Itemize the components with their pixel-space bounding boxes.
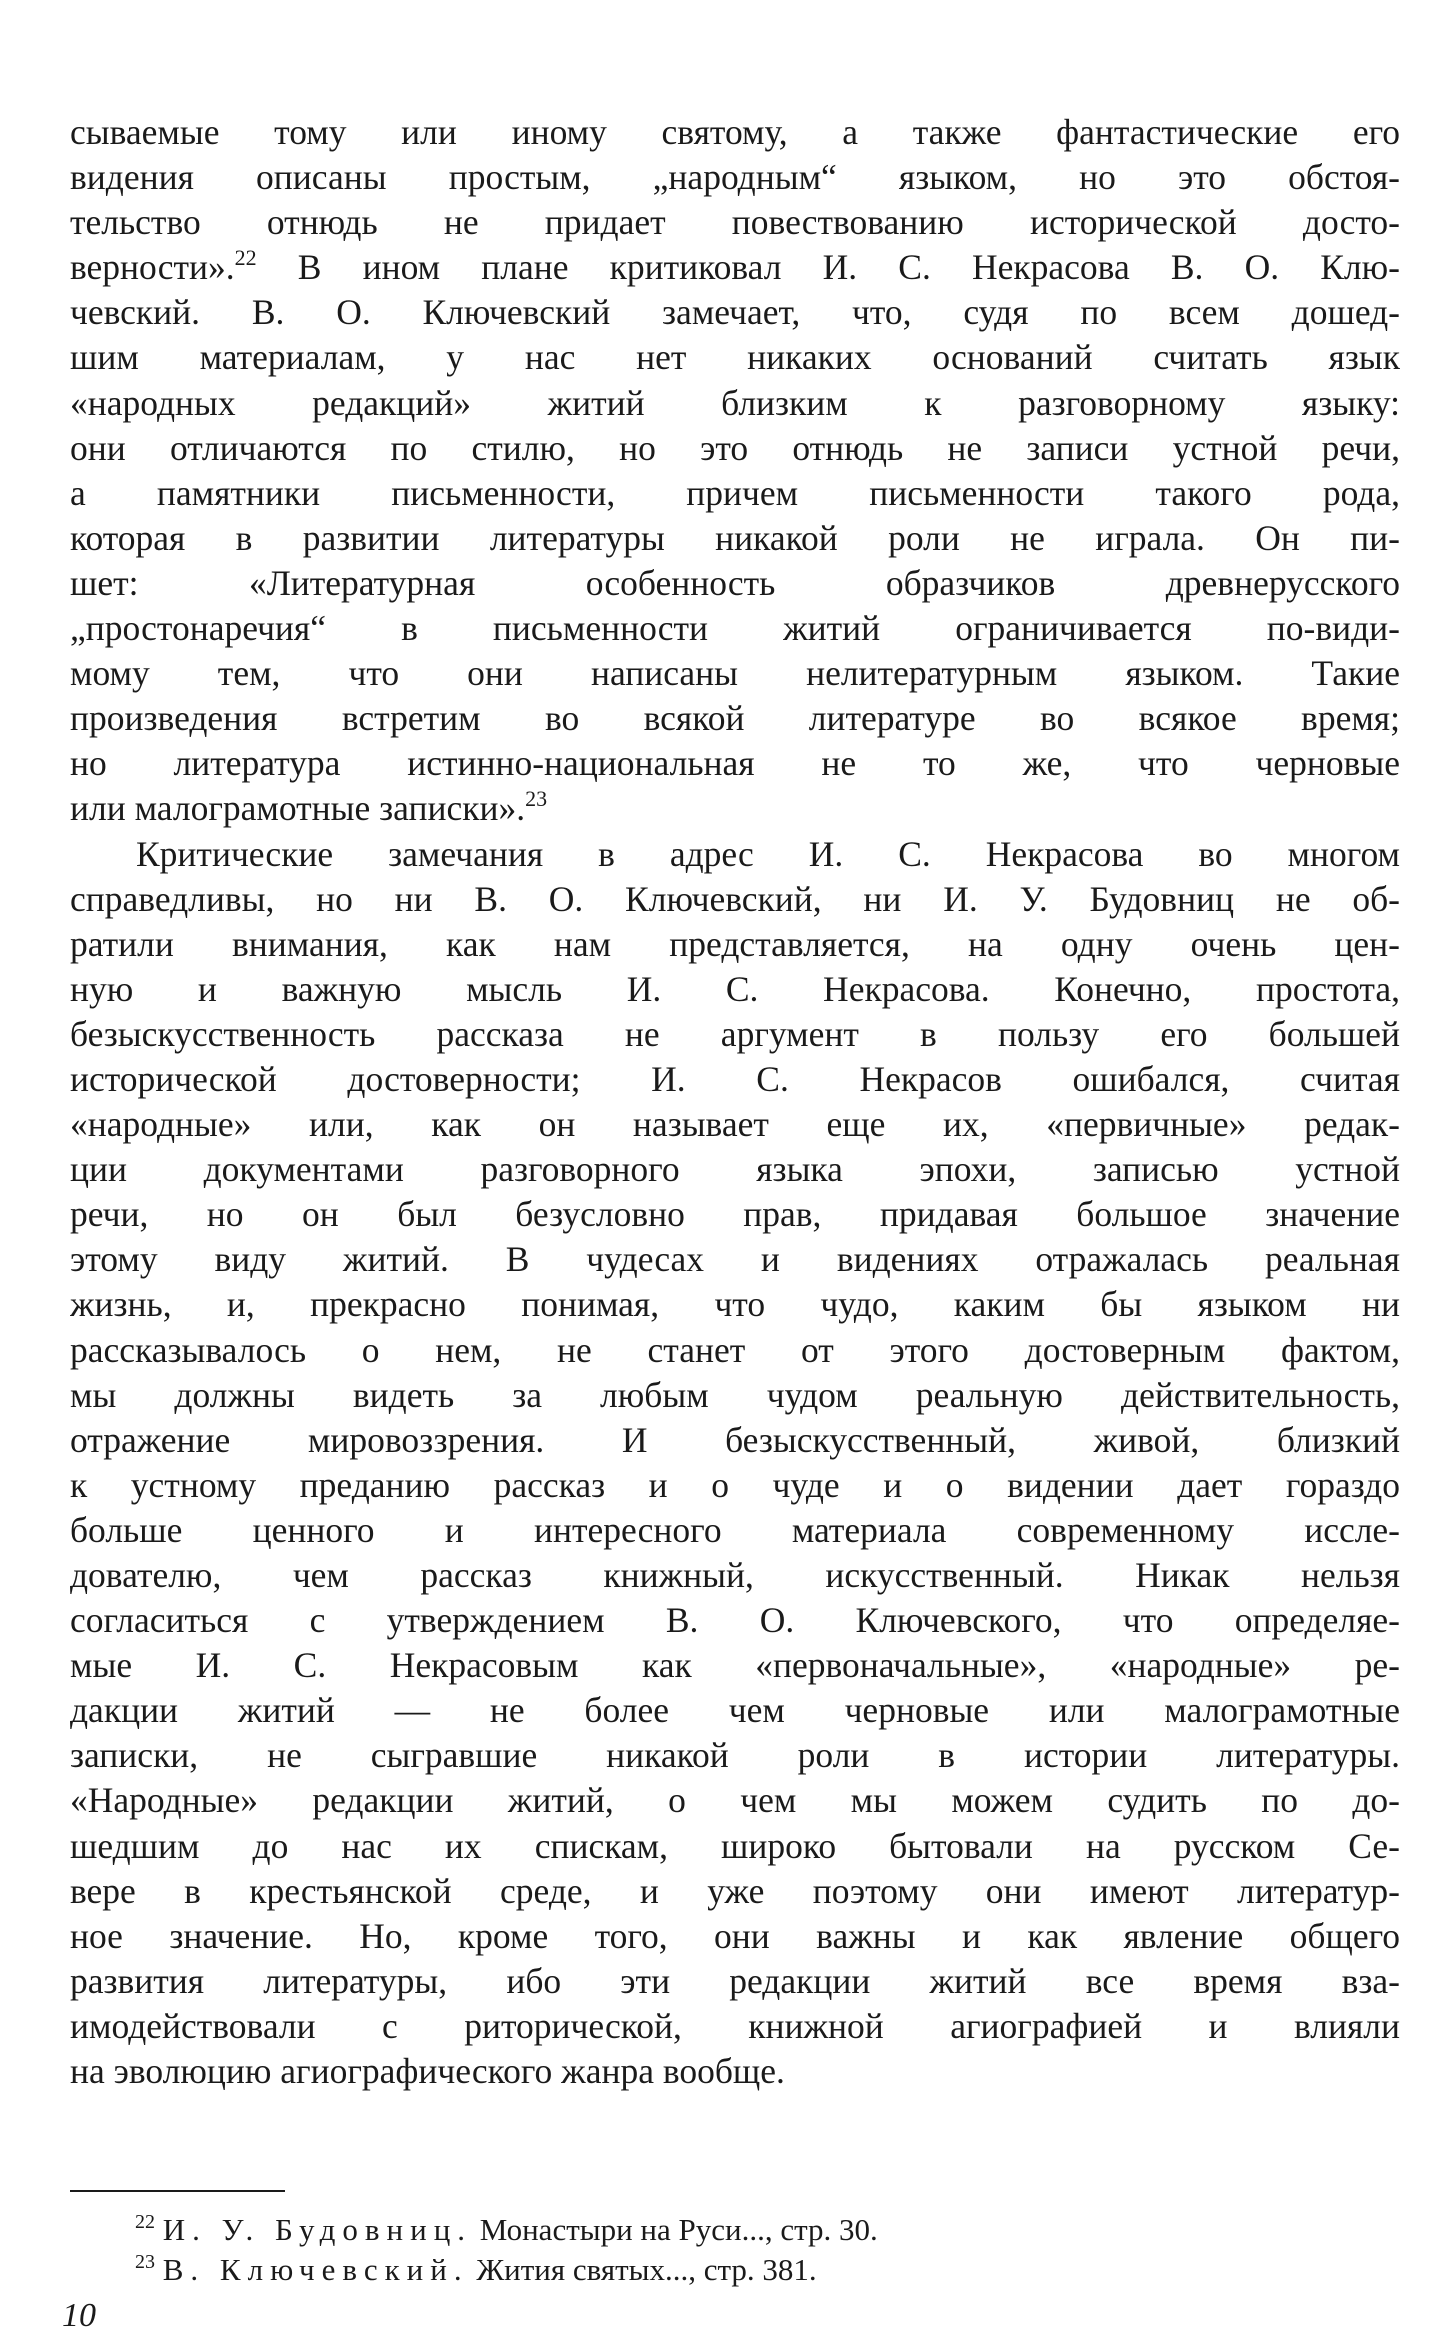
- page-number: 10: [62, 2297, 96, 2334]
- text-line: тельство отнюдь не придает повествованию исторической досто-: [70, 202, 1400, 243]
- text-line: исторической достоверности; И. С. Некрасов ошибался, считая: [70, 1058, 1400, 1099]
- text-line: речи, но он был безусловно прав, придавая большое значение: [70, 1194, 1400, 1235]
- text-line: мые И. С. Некрасовым как «первоначальные», «народные» ре-: [70, 1645, 1400, 1686]
- main-text: [70, 110, 1400, 2094]
- text-line: отражение мировоззрения. И безыскусственный, живой, близкий: [70, 1419, 1400, 1460]
- footnote-author: И. У. Будовниц.: [162, 2212, 473, 2247]
- footnote-author: В. Ключевский.: [162, 2252, 469, 2287]
- text-line: мы должны видеть за любым чудом реальную действительность,: [70, 1374, 1400, 1415]
- text-line: [70, 245, 1400, 290]
- text-line: „простонаречия“ в письменности житий ограничивается по-види-: [70, 608, 1400, 649]
- text-line: ную и важную мысль И. С. Некрасова. Конечно, простота,: [70, 968, 1400, 1009]
- text-line: к устному преданию рассказ и о чуде и о видении дает гораздо: [70, 1464, 1400, 1505]
- text-line: ратили внимания, как нам представляется, на одну очень цен-: [70, 923, 1400, 964]
- text-line: шим материалам, у нас нет никаких оснований считать язык: [70, 337, 1400, 378]
- footnote-number: 22: [135, 2211, 155, 2233]
- footnote-ref-22[interactable]: 22: [234, 245, 257, 271]
- text-line: чевский. В. О. Ключевский замечает, что, судя по всем дошед-: [70, 292, 1400, 333]
- text-line: справедливы, но ни В. О. Ключевский, ни И. У. Будовниц не об-: [70, 878, 1400, 919]
- text-line: «Народные» редакции житий, о чем мы можем судить по до-: [70, 1780, 1400, 1821]
- text-line: мому тем, что они написаны нелитературным языком. Такие: [70, 653, 1400, 694]
- text-line: сываемые тому или иному святому, а также фантастические его: [70, 112, 1400, 152]
- text-line: а памятники письменности, причем письменности такого рода,: [70, 472, 1400, 513]
- text-line: ции документами разговорного языка эпохи, записью устной: [70, 1149, 1400, 1190]
- footnotes: [135, 2210, 1335, 2290]
- text-line: видения описаны простым, „народным“ языком, но это обстоя-: [70, 157, 1400, 198]
- footnote-divider: [70, 2190, 285, 2192]
- text-line: шедшим до нас их спискам, широко бытовали на русском Се-: [70, 1825, 1400, 1866]
- text-line: дакции житий — не более чем черновые или малограмотные: [70, 1690, 1400, 1731]
- text-line: жизнь, и, прекрасно понимая, что чудо, каким бы языком ни: [70, 1284, 1400, 1325]
- text-line: больше ценного и интересного материала современному иссле-: [70, 1509, 1400, 1550]
- footnote-23: [135, 2250, 1335, 2290]
- text-line: которая в развитии литературы никакой роли не играла. Он пи-: [70, 517, 1400, 558]
- footnote-text: Жития святых..., стр. 381.: [468, 2252, 817, 2287]
- text-line: имодействовали с риторической, книжной агиографией и влияли: [70, 2005, 1400, 2046]
- text-line: рассказывалось о нем, не станет от этого достоверным фактом,: [70, 1329, 1400, 1370]
- text-fragment: или малограмотные записки».: [70, 788, 526, 829]
- footnote-ref-23[interactable]: 23: [525, 786, 548, 812]
- text-line: дователю, чем рассказ книжный, искусственный. Никак нельзя: [70, 1555, 1400, 1595]
- footnote-number: 23: [135, 2251, 155, 2273]
- text-line: произведения встретим во всякой литературе во всякое время;: [70, 698, 1400, 739]
- text-line: они отличаются по стилю, но это отнюдь не записи устной речи,: [70, 427, 1400, 468]
- text-line: развития литературы, ибо эти редакции житий все время вза-: [70, 1960, 1400, 2001]
- text-line: на эволюцию агиографического жанра вообще.: [70, 2051, 785, 2092]
- text-line: ное значение. Но, кроме того, они важны и как явление общего: [70, 1915, 1400, 1956]
- text-line: записки, не сыгравшие никакой роли в истории литературы.: [70, 1735, 1400, 1776]
- text-line: Критические замечания в адрес И. С. Некрасова во многом: [136, 833, 1400, 874]
- text-line: этому виду житий. В чудесах и видениях отражалась реальная: [70, 1239, 1400, 1280]
- text-line: «народных редакций» житий близким к разговорному языку:: [70, 382, 1400, 423]
- footnote-22: [135, 2210, 1335, 2250]
- text-line: согласиться с утверждением В. О. Ключевского, что определяе-: [70, 1600, 1400, 1641]
- text-fragment: В ином плане критиковал И. С. Некрасова В. О. Клю-: [256, 247, 1400, 288]
- text-fragment: верности».: [70, 247, 235, 288]
- text-line: [70, 786, 1400, 831]
- text-line: безыскусственность рассказа не аргумент в пользу его большей: [70, 1013, 1400, 1054]
- text-line: вере в крестьянской среде, и уже поэтому они имеют литератур-: [70, 1870, 1400, 1911]
- text-line: «народные» или, как он называет еще их, «первичные» редак-: [70, 1104, 1400, 1145]
- text-line: шет: «Литературная особенность образчиков древнерусского: [70, 562, 1400, 603]
- text-line: но литература истинно-национальная не то же, что черновые: [70, 743, 1400, 784]
- footnote-text: Монастыри на Руси..., стр. 30.: [472, 2212, 878, 2247]
